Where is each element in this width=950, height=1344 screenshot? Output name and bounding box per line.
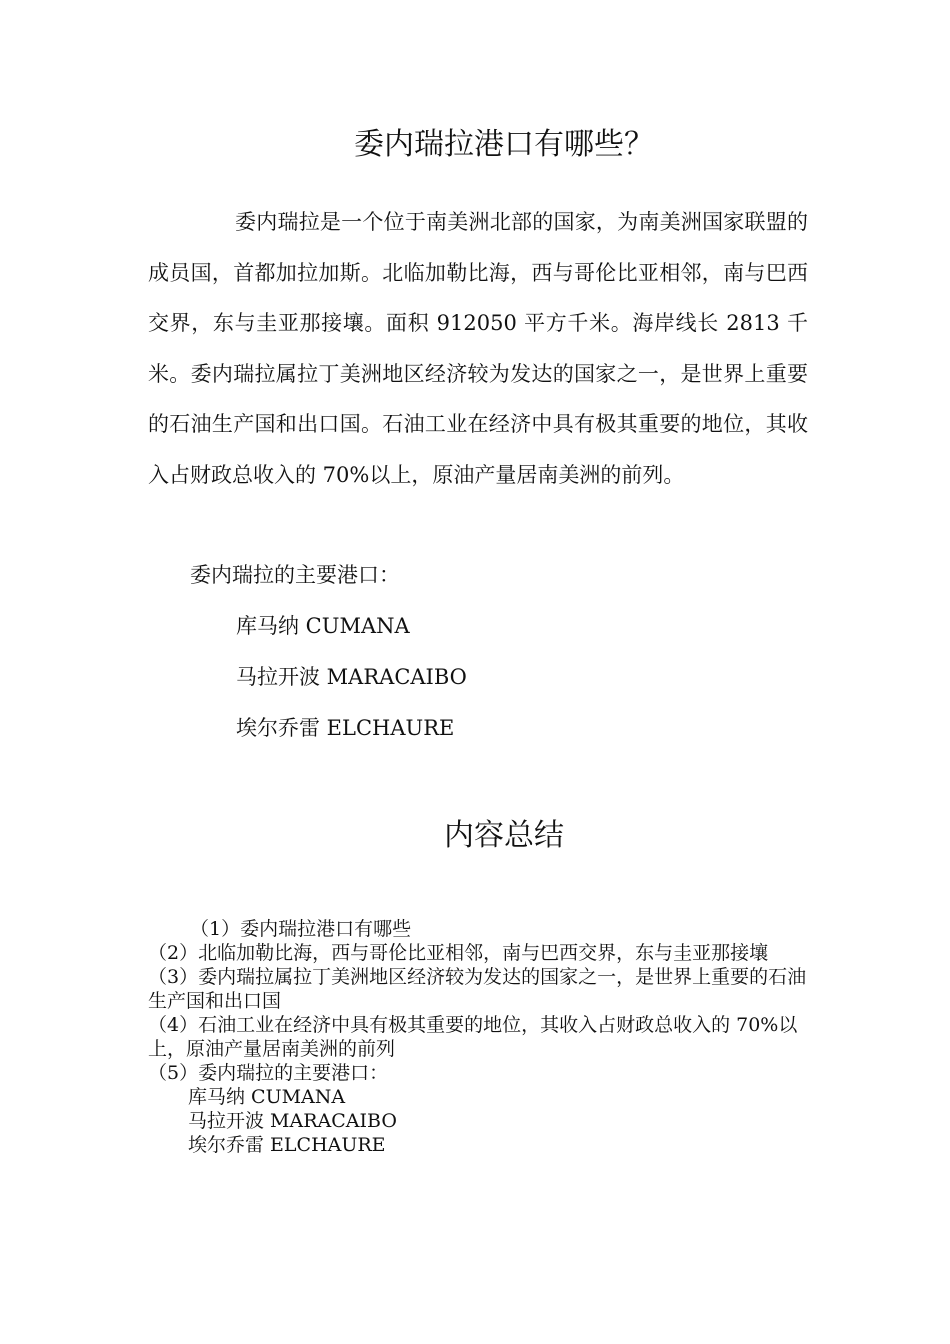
port-item: 埃尔乔雷 ELCHAURE xyxy=(236,716,455,740)
intro-paragraph: 委内瑞拉是一个位于南美洲北部的国家，为南美洲国家联盟的成员国，首都加拉加斯。北临加勒比海，西与哥伦比亚相邻，南与巴西交界，东与圭亚那接壤。面积 912050 平方千米。海岸线长 2813 千米。委内瑞拉属拉丁美洲地区经济较为发达的国家之一，是世界上重要的石油生产国和出口国。石油工业在经济中具有极其重要的地位，其收入占财政总收入的 70%以上，原油产量居南美洲的前列。 xyxy=(148,210,808,487)
summary-item: （3）委内瑞拉属拉丁美洲地区经济较为发达的国家之一，是世界上重要的石油生产国和出口国 xyxy=(148,966,807,1012)
port-item: 马拉开波 MARACAIBO xyxy=(236,665,467,689)
page-title: 委内瑞拉港口有哪些？ xyxy=(354,127,654,162)
port-list xyxy=(236,611,467,764)
summary-title: 内容总结 xyxy=(444,818,564,853)
summary-port-item: 库马纳 CUMANA xyxy=(188,1086,346,1108)
summary-port-item: 埃尔乔雷 ELCHAURE xyxy=(188,1134,386,1156)
port-item: 库马纳 CUMANA xyxy=(236,614,410,638)
ports-heading: 委内瑞拉的主要港口： xyxy=(190,563,400,587)
summary-item: （4）石油工业在经济中具有极其重要的地位，其收入占财政总收入的 70%以上，原油产量居南美洲的前列 xyxy=(148,1014,798,1060)
summary-item: （1）委内瑞拉港口有哪些 xyxy=(190,918,412,940)
summary-item: （2）北临加勒比海，西与哥伦比亚相邻，南与巴西交界，东与圭亚那接壤 xyxy=(148,942,769,964)
summary-port-item: 马拉开波 MARACAIBO xyxy=(188,1110,397,1132)
summary-item: （5）委内瑞拉的主要港口： xyxy=(148,1062,389,1084)
summary-section xyxy=(148,917,808,1157)
